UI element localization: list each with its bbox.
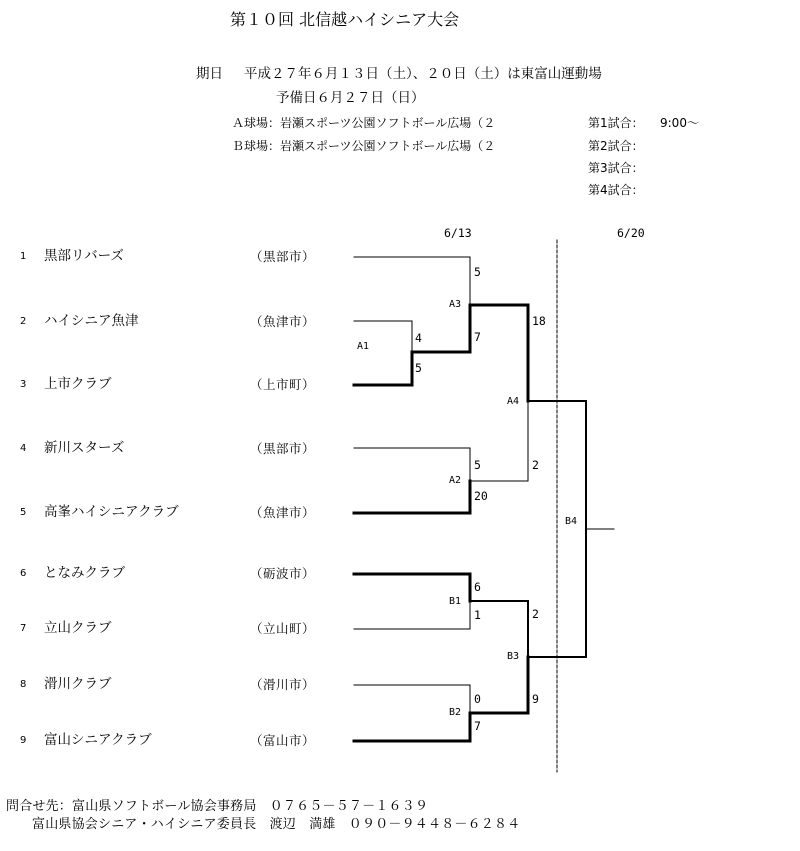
match-b2-bottom-score: 7 — [474, 719, 481, 733]
a1-bottom-line — [354, 352, 412, 385]
field-a: Ａ球場：岩瀬スポーツ公園ソフトボール広場（２ — [232, 116, 496, 130]
match-a2-label: A2 — [449, 475, 462, 486]
match-b1-label: B1 — [449, 596, 462, 607]
team-4-name: 新川スターズ — [44, 440, 125, 456]
game-1-label: 第1試合： — [588, 116, 644, 130]
match-b1-top-score: 6 — [474, 580, 481, 594]
a3-top-line — [354, 257, 470, 305]
match-b2-label: B2 — [449, 707, 462, 718]
team-8-name: 滑川クラブ — [44, 676, 112, 692]
team-1-city: （黒部市） — [250, 249, 316, 264]
period-label: 期日 — [196, 66, 223, 82]
game-1-time: 9:00～ — [660, 116, 699, 130]
match-b1-bottom-score: 1 — [474, 608, 481, 622]
game-3-label: 第3試合： — [588, 161, 644, 175]
match-a4-top-score: 18 — [532, 314, 546, 328]
team-6-city: （砺波市） — [250, 566, 316, 581]
match-a1-bottom-score: 5 — [415, 361, 422, 375]
match-a2-bottom-score: 20 — [474, 489, 488, 503]
match-b3-label: B3 — [507, 651, 520, 662]
team-4-city: （黒部市） — [250, 441, 316, 456]
field-b: Ｂ球場：岩瀬スポーツ公園ソフトボール広場（２ — [232, 139, 496, 153]
team-2-city: （魚津市） — [250, 314, 316, 329]
match-a2-top-score: 5 — [474, 458, 481, 472]
team-9-city: （富山市） — [250, 733, 316, 748]
team-7-city: （立山町） — [250, 621, 316, 636]
reserve-day: 予備日６月２７日（日） — [276, 90, 425, 106]
team-7-name: 立山クラブ — [44, 620, 112, 636]
team-1-number: 1 — [20, 251, 27, 262]
match-a4-bottom-score: 2 — [532, 458, 539, 472]
contact-line-2: 富山県協会シニア・ハイシニア委員長 渡辺 満雄 ０９０－９４４８－６２８４ — [32, 817, 521, 832]
match-b4-label: B4 — [565, 516, 578, 527]
game-4-label: 第4試合： — [588, 183, 644, 197]
match-a3-label: A3 — [449, 299, 462, 310]
team-5-city: （魚津市） — [250, 505, 316, 520]
match-b3-top-score: 2 — [532, 607, 539, 621]
team-8-number: 8 — [20, 679, 27, 690]
team-8-city: （滑川市） — [250, 677, 316, 692]
team-2-name: ハイシニア魚津 — [44, 313, 139, 329]
team-4-number: 4 — [20, 443, 27, 454]
round1-date: 6/13 — [444, 226, 472, 240]
match-a1-label: A1 — [357, 341, 370, 352]
team-3-name: 上市クラブ — [44, 376, 112, 392]
team-3-number: 3 — [20, 379, 27, 390]
team-6-name: となみクラブ — [44, 565, 125, 581]
match-a1-top-score: 4 — [415, 331, 422, 345]
a3-out-line — [470, 305, 528, 401]
contact-line-1: 問合せ先：富山県ソフトボール協会事務局 ０７６５－５７－１６３９ — [6, 799, 429, 814]
team-5-name: 高峯ハイシニアクラブ — [44, 504, 179, 520]
team-2-number: 2 — [20, 316, 27, 327]
match-b3-bottom-score: 9 — [532, 692, 539, 706]
team-7-number: 7 — [20, 623, 27, 634]
match-b2-top-score: 0 — [474, 692, 481, 706]
team-6-number: 6 — [20, 568, 27, 579]
game-2-label: 第2試合： — [588, 139, 644, 153]
team-5-number: 5 — [20, 507, 27, 518]
period-text: 平成２７年６月１３日（土）、２０日（土）は東富山運動場 — [244, 66, 602, 82]
team-3-city: （上市町） — [250, 377, 316, 392]
final-date: 6/20 — [617, 226, 645, 240]
team-9-number: 9 — [20, 735, 27, 746]
match-a4-label: A4 — [507, 396, 520, 407]
team-9-name: 富山シニアクラブ — [44, 732, 152, 748]
page-title: 第１０回 北信越ハイシニア大会 — [230, 10, 460, 29]
match-a3-top-score: 5 — [474, 265, 481, 279]
match-a3-bottom-score: 7 — [474, 330, 481, 344]
team-1-name: 黒部リバーズ — [44, 248, 124, 264]
